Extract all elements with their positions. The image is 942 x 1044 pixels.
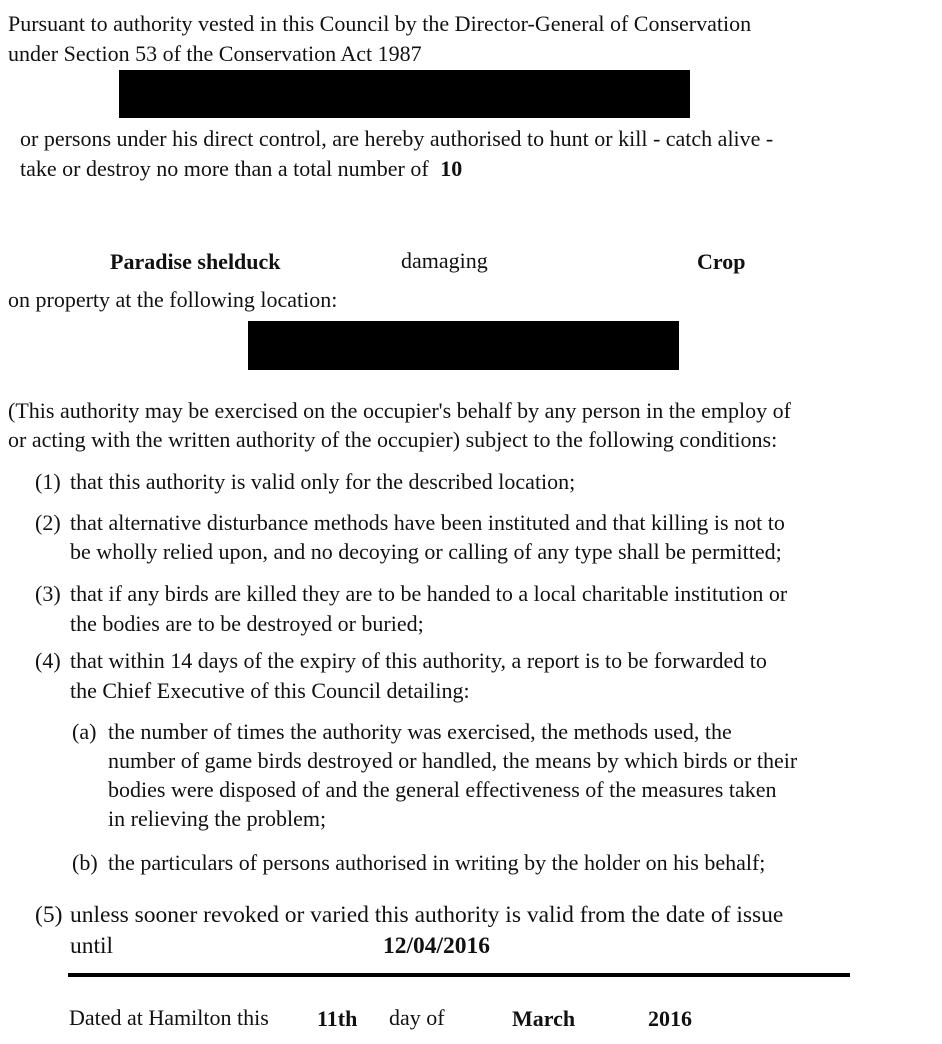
condition-5-until: until [70, 933, 114, 959]
redacted-location [248, 321, 679, 370]
condition-5-number: (5) [35, 902, 63, 928]
condition-3-line-2: the bodies are to be destroyed or buried; [70, 611, 424, 636]
expiry-date: 12/04/2016 [383, 933, 491, 959]
intro-line-1: Pursuant to authority vested in this Council by the Director-General of Conservation [8, 11, 752, 36]
condition-4b-number: (b) [72, 850, 98, 875]
dated-year: 2016 [648, 1006, 692, 1031]
authorised-count: 10 [440, 156, 463, 181]
condition-1-number: (1) [35, 469, 61, 494]
condition-5-line-1: unless sooner revoked or varied this authority is valid from the date of issue [70, 902, 784, 928]
dated-day: 11th [317, 1006, 358, 1031]
condition-4a-line-1: the number of times the authority was exercised, the methods used, the [108, 719, 732, 744]
species-name: Paradise shelduck [110, 249, 281, 274]
authorisation-text: take or destroy no more than a total number of [20, 156, 429, 181]
dated-month: March [512, 1006, 576, 1031]
condition-4a-number: (a) [72, 719, 97, 744]
condition-2-number: (2) [35, 510, 61, 535]
condition-4-number: (4) [35, 648, 61, 673]
dated-day-of: day of [389, 1005, 445, 1030]
authorisation-line-1: or persons under his direct control, are hereby authorised to hunt or kill - catch alive - [20, 126, 774, 151]
species-action: damaging [401, 248, 488, 273]
condition-4-line-1: that within 14 days of the expiry of this authority, a report is to be forwarded to [70, 648, 767, 673]
condition-1-text: that this authority is valid only for the described location; [70, 469, 576, 494]
occupier-note-line-2: or acting with the written authority of the occupier) subject to the following conditions: [8, 427, 778, 452]
condition-4b-text: the particulars of persons authorised in writing by the holder on his behalf; [108, 850, 766, 875]
condition-2-line-1: that alternative disturbance methods have been instituted and that killing is not to [70, 510, 785, 535]
intro-line-2: under Section 53 of the Conservation Act 1987 [8, 41, 422, 66]
authorisation-line-2 [20, 154, 462, 184]
condition-4a-line-2: number of game birds destroyed or handled, the means by which birds or their [108, 748, 798, 773]
redacted-holder-name [119, 70, 690, 118]
condition-3-line-1: that if any birds are killed they are to be handed to a local charitable institution or [70, 581, 788, 606]
separator-rule [68, 973, 850, 977]
location-label: on property at the following location: [8, 287, 338, 312]
condition-4a-line-3: bodies were disposed of and the general effectiveness of the measures taken [108, 777, 777, 802]
condition-4a-line-4: in relieving the problem; [108, 806, 327, 831]
condition-3-number: (3) [35, 581, 61, 606]
species-target: Crop [697, 249, 746, 274]
condition-2-line-2: be wholly relied upon, and no decoying or calling of any type shall be permitted; [70, 539, 782, 564]
dated-prefix: Dated at Hamilton this [69, 1005, 269, 1030]
condition-4-line-2: the Chief Executive of this Council detailing: [70, 678, 470, 703]
occupier-note-line-1: (This authority may be exercised on the occupier's behalf by any person in the employ of [8, 398, 791, 423]
